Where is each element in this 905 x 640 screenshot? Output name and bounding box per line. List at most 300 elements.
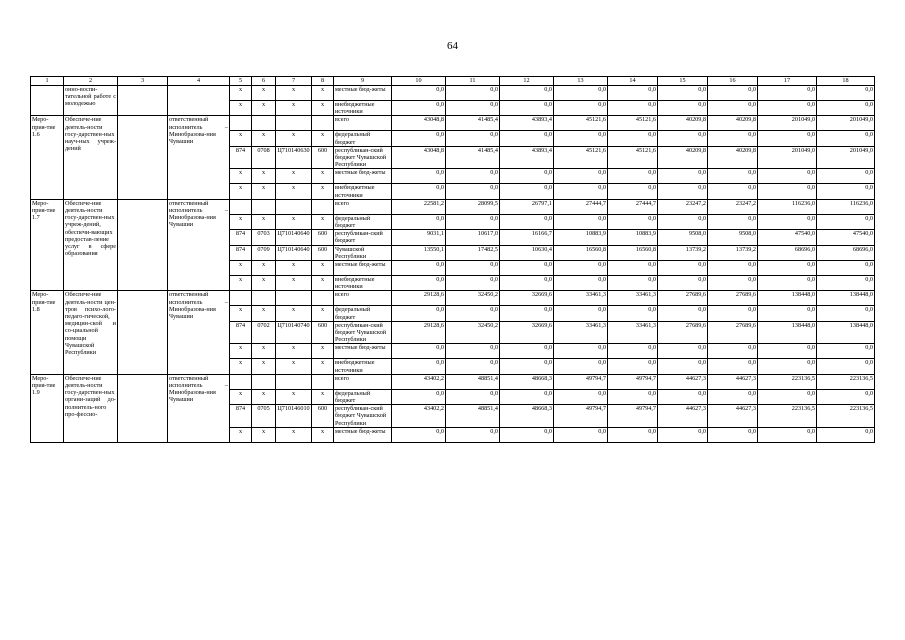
cell-amount: 116236,0 [817, 199, 875, 214]
cell-amount: 0,0 [500, 359, 554, 374]
cell-amount: 0,0 [392, 86, 446, 101]
cell-amount: 0,0 [608, 306, 658, 321]
cell-amount: 45121,6 [554, 116, 608, 131]
cell-amount: 23247,2 [708, 199, 758, 214]
cell-amount: 0,0 [658, 214, 708, 229]
cell-expense-group: x [312, 184, 334, 199]
cell-target-article: x [276, 261, 312, 276]
cell-amount: 48668,3 [500, 405, 554, 428]
cell-amount: 45121,6 [554, 146, 608, 169]
cell-section: 0705 [252, 405, 276, 428]
cell-amount: 16166,7 [500, 230, 554, 245]
cell-amount: 0,0 [708, 101, 758, 116]
cell-amount: 13550,1 [392, 245, 446, 260]
cell-amount: 29128,6 [392, 321, 446, 344]
cell-grbs: x [230, 214, 252, 229]
cell-amount: 32669,6 [500, 321, 554, 344]
cell-grbs: x [230, 359, 252, 374]
cell-amount: 0,0 [817, 131, 875, 146]
cell-amount: 138448,0 [817, 321, 875, 344]
table-row [31, 199, 875, 214]
cell-section [252, 291, 276, 306]
cell-amount: 201049,0 [817, 116, 875, 131]
cell-amount: 33461,3 [608, 321, 658, 344]
cell-amount: 0,0 [658, 184, 708, 199]
column-header-9: 9 [334, 77, 392, 86]
cell-amount: 0,0 [658, 359, 708, 374]
table-row [31, 374, 875, 389]
cell-event-name: онно-воспи-тательной работе с молодежью [64, 86, 118, 116]
cell-event-name: Обеспече-ние деятель-ности госу-дарствен-ных учреж-дений, обеспечи-вающих предостав-ление услуг в сфере образования [64, 199, 118, 291]
cell-funding-source: федеральный бюджет [334, 306, 392, 321]
cell-target-article [276, 374, 312, 389]
cell-amount: 44627,3 [658, 405, 708, 428]
cell-amount: 10617,0 [446, 230, 500, 245]
cell-amount: 13739,2 [708, 245, 758, 260]
cell-funding-source: Чувашской Республики [334, 245, 392, 260]
table-row [31, 116, 875, 131]
cell-expense-group: x [312, 389, 334, 404]
cell-amount: 0,0 [708, 86, 758, 101]
cell-target-article: x [276, 169, 312, 184]
cell-amount: 0,0 [758, 344, 817, 359]
cell-amount: 0,0 [446, 389, 500, 404]
cell-target-article: x [276, 359, 312, 374]
cell-section: 0703 [252, 230, 276, 245]
cell-amount: 0,0 [554, 131, 608, 146]
cell-amount: 0,0 [446, 427, 500, 442]
cell-section: x [252, 389, 276, 404]
cell-amount: 44627,3 [658, 374, 708, 389]
cell-amount: 116236,0 [758, 199, 817, 214]
cell-amount: 68696,0 [817, 245, 875, 260]
cell-grbs: x [230, 261, 252, 276]
column-header-15: 15 [658, 77, 708, 86]
cell-amount: 0,0 [758, 101, 817, 116]
cell-amount: 0,0 [554, 214, 608, 229]
cell-amount: 0,0 [446, 131, 500, 146]
cell-amount: 0,0 [446, 344, 500, 359]
cell-target-article: Ц710146010 [276, 405, 312, 428]
cell-grbs: 874 [230, 321, 252, 344]
cell-column-3 [118, 374, 168, 442]
cell-expense-group [312, 291, 334, 306]
cell-amount: 27444,7 [608, 199, 658, 214]
cell-section: x [252, 214, 276, 229]
cell-grbs: x [230, 306, 252, 321]
cell-amount: 0,0 [500, 86, 554, 101]
cell-amount: 0,0 [817, 276, 875, 291]
cell-funding-source: республикан-ский бюджет [334, 230, 392, 245]
page-number: 64 [447, 40, 458, 52]
cell-target-article: Ц710140740 [276, 321, 312, 344]
cell-amount: 0,0 [758, 306, 817, 321]
cell-amount: 0,0 [554, 389, 608, 404]
cell-amount: 0,0 [758, 131, 817, 146]
column-header-13: 13 [554, 77, 608, 86]
column-header-12: 12 [500, 77, 554, 86]
cell-amount: 48668,3 [500, 374, 554, 389]
cell-section: x [252, 427, 276, 442]
table-row [31, 86, 875, 101]
cell-amount: 0,0 [817, 101, 875, 116]
cell-amount: 48851,4 [446, 405, 500, 428]
cell-amount: 0,0 [817, 306, 875, 321]
cell-amount: 0,0 [392, 344, 446, 359]
cell-section: 0709 [252, 245, 276, 260]
cell-amount: 0,0 [500, 261, 554, 276]
cell-amount: 0,0 [658, 169, 708, 184]
cell-amount: 0,0 [758, 427, 817, 442]
cell-section: x [252, 306, 276, 321]
cell-funding-source: внебюджетные источники [334, 184, 392, 199]
cell-amount: 0,0 [658, 427, 708, 442]
cell-amount: 0,0 [446, 184, 500, 199]
cell-amount: 10630,4 [500, 245, 554, 260]
cell-amount: 0,0 [817, 86, 875, 101]
cell-amount: 0,0 [608, 184, 658, 199]
cell-amount: 45121,6 [608, 146, 658, 169]
cell-amount: 0,0 [817, 359, 875, 374]
cell-amount: 0,0 [392, 276, 446, 291]
cell-amount: 0,0 [817, 427, 875, 442]
cell-amount: 0,0 [708, 276, 758, 291]
cell-amount: 0,0 [817, 214, 875, 229]
cell-target-article: x [276, 276, 312, 291]
cell-target-article: x [276, 389, 312, 404]
cell-amount: 0,0 [554, 169, 608, 184]
cell-amount: 27689,6 [708, 321, 758, 344]
cell-expense-group: x [312, 86, 334, 101]
cell-amount: 16560,8 [554, 245, 608, 260]
cell-funding-source: республикан-ский бюджет Чувашской Республики [334, 321, 392, 344]
cell-amount: 44627,3 [708, 405, 758, 428]
cell-section: x [252, 261, 276, 276]
cell-event-label: Меро-прия-тие 1.9 [31, 374, 64, 442]
cell-amount: 0,0 [658, 101, 708, 116]
cell-funding-source: местные бюд-жеты [334, 169, 392, 184]
cell-amount: 0,0 [758, 86, 817, 101]
cell-event-label: Меро-прия-тие 1.7 [31, 199, 64, 291]
cell-target-article: x [276, 101, 312, 116]
cell-amount: 0,0 [554, 86, 608, 101]
cell-amount: 0,0 [446, 306, 500, 321]
cell-amount: 0,0 [500, 101, 554, 116]
cell-amount: 0,0 [392, 169, 446, 184]
cell-funding-source: всего [334, 374, 392, 389]
cell-target-article: Ц710140630 [276, 146, 312, 169]
cell-amount: 43402,2 [392, 405, 446, 428]
cell-amount: 138448,0 [817, 291, 875, 306]
cell-target-article [276, 116, 312, 131]
cell-amount: 0,0 [817, 344, 875, 359]
cell-amount: 0,0 [446, 169, 500, 184]
cell-amount: 138448,0 [758, 291, 817, 306]
cell-expense-group: x [312, 169, 334, 184]
cell-amount: 33461,3 [554, 291, 608, 306]
cell-grbs: x [230, 101, 252, 116]
cell-amount: 0,0 [658, 131, 708, 146]
cell-amount: 0,0 [608, 389, 658, 404]
cell-target-article: x [276, 214, 312, 229]
cell-amount: 0,0 [554, 101, 608, 116]
cell-amount: 48851,4 [446, 374, 500, 389]
column-header-8: 8 [312, 77, 334, 86]
cell-amount: 0,0 [446, 359, 500, 374]
cell-grbs: x [230, 344, 252, 359]
cell-amount: 0,0 [608, 276, 658, 291]
cell-amount: 0,0 [817, 389, 875, 404]
cell-amount: 0,0 [608, 101, 658, 116]
column-header-6: 6 [252, 77, 276, 86]
table-header [31, 77, 875, 86]
cell-amount: 0,0 [608, 86, 658, 101]
cell-amount: 0,0 [708, 427, 758, 442]
column-header-5: 5 [230, 77, 252, 86]
cell-amount: 10883,9 [608, 230, 658, 245]
cell-executor [168, 86, 230, 116]
cell-event-name: Обеспече-ние деятель-ности госу-дарствен-ных органи-заций до-полнитель-ного про-фессио- [64, 374, 118, 442]
cell-amount: 10883,9 [554, 230, 608, 245]
cell-amount: 17482,5 [446, 245, 500, 260]
cell-grbs [230, 199, 252, 214]
cell-amount: 0,0 [817, 169, 875, 184]
column-header-11: 11 [446, 77, 500, 86]
cell-amount: 0,0 [758, 184, 817, 199]
cell-expense-group: 600 [312, 230, 334, 245]
cell-grbs: 874 [230, 146, 252, 169]
cell-amount: 0,0 [758, 214, 817, 229]
cell-amount: 0,0 [554, 306, 608, 321]
cell-amount: 0,0 [392, 427, 446, 442]
cell-funding-source: федеральный бюджет [334, 389, 392, 404]
cell-grbs [230, 374, 252, 389]
cell-section: x [252, 184, 276, 199]
cell-amount: 223136,5 [817, 405, 875, 428]
cell-amount: 0,0 [708, 389, 758, 404]
cell-amount: 223136,5 [758, 374, 817, 389]
cell-amount: 0,0 [500, 131, 554, 146]
cell-amount: 33461,3 [608, 291, 658, 306]
cell-amount: 27444,7 [554, 199, 608, 214]
cell-funding-source: местные бюд-жеты [334, 86, 392, 101]
cell-funding-source: всего [334, 116, 392, 131]
cell-amount: 41485,4 [446, 146, 500, 169]
cell-funding-source: республикан-ский бюджет Чувашской Республики [334, 146, 392, 169]
cell-amount: 0,0 [817, 261, 875, 276]
cell-section: x [252, 101, 276, 116]
cell-amount: 0,0 [554, 344, 608, 359]
cell-section: x [252, 131, 276, 146]
cell-funding-source: местные бюд-жеты [334, 261, 392, 276]
column-header-17: 17 [758, 77, 817, 86]
column-header-3: 3 [118, 77, 168, 86]
cell-expense-group: 600 [312, 146, 334, 169]
cell-amount: 0,0 [392, 261, 446, 276]
cell-amount: 0,0 [608, 427, 658, 442]
cell-funding-source: внебюджетные источники [334, 276, 392, 291]
budget-table [30, 76, 875, 443]
cell-amount: 0,0 [608, 214, 658, 229]
cell-amount: 0,0 [392, 131, 446, 146]
cell-amount: 0,0 [608, 344, 658, 359]
cell-expense-group: x [312, 214, 334, 229]
cell-amount: 0,0 [758, 169, 817, 184]
cell-amount: 49794,7 [554, 374, 608, 389]
cell-amount: 0,0 [500, 427, 554, 442]
cell-amount: 0,0 [554, 261, 608, 276]
cell-amount: 68696,0 [758, 245, 817, 260]
cell-grbs: 874 [230, 230, 252, 245]
cell-amount: 0,0 [608, 169, 658, 184]
cell-amount: 0,0 [658, 276, 708, 291]
column-header-4: 4 [168, 77, 230, 86]
cell-amount: 223136,5 [817, 374, 875, 389]
cell-amount: 0,0 [708, 169, 758, 184]
cell-amount: 0,0 [708, 306, 758, 321]
cell-amount: 0,0 [392, 389, 446, 404]
cell-amount: 0,0 [817, 184, 875, 199]
cell-amount: 27689,6 [658, 321, 708, 344]
cell-amount: 41485,4 [446, 116, 500, 131]
cell-amount: 32450,2 [446, 291, 500, 306]
cell-expense-group: x [312, 306, 334, 321]
cell-funding-source: федеральный бюджет [334, 214, 392, 229]
cell-target-article: x [276, 344, 312, 359]
cell-amount: 32450,2 [446, 321, 500, 344]
cell-amount: 49794,7 [608, 374, 658, 389]
cell-amount: 0,0 [554, 276, 608, 291]
cell-target-article: x [276, 131, 312, 146]
cell-grbs: x [230, 389, 252, 404]
cell-grbs: x [230, 131, 252, 146]
cell-expense-group: x [312, 261, 334, 276]
cell-expense-group: 600 [312, 405, 334, 428]
cell-amount: 40209,8 [708, 116, 758, 131]
cell-amount: 0,0 [554, 427, 608, 442]
cell-amount: 23247,2 [658, 199, 708, 214]
cell-amount: 27689,6 [658, 291, 708, 306]
cell-amount: 0,0 [500, 214, 554, 229]
cell-amount: 0,0 [392, 214, 446, 229]
cell-section [252, 374, 276, 389]
cell-event-label [31, 86, 64, 116]
cell-event-label: Меро-прия-тие 1.6 [31, 116, 64, 199]
cell-amount: 43893,4 [500, 146, 554, 169]
cell-amount: 0,0 [608, 261, 658, 276]
cell-amount: 201049,0 [758, 116, 817, 131]
cell-section: x [252, 86, 276, 101]
cell-target-article: x [276, 184, 312, 199]
cell-amount: 40209,8 [658, 146, 708, 169]
cell-amount: 0,0 [446, 214, 500, 229]
cell-expense-group [312, 116, 334, 131]
cell-amount: 0,0 [708, 344, 758, 359]
cell-target-article [276, 199, 312, 214]
cell-section: 0702 [252, 321, 276, 344]
cell-column-3 [118, 116, 168, 199]
cell-amount: 43893,4 [500, 116, 554, 131]
cell-grbs: 874 [230, 405, 252, 428]
cell-amount: 0,0 [708, 214, 758, 229]
cell-section: x [252, 276, 276, 291]
cell-target-article: x [276, 306, 312, 321]
cell-expense-group [312, 374, 334, 389]
cell-amount: 0,0 [392, 359, 446, 374]
cell-amount: 0,0 [500, 184, 554, 199]
table-row [31, 291, 875, 306]
cell-executor: ответственный исполнитель – Минобразова-ния Чувашии [168, 199, 230, 291]
cell-target-article: x [276, 86, 312, 101]
cell-amount: 0,0 [658, 306, 708, 321]
cell-event-label: Меро-прия-тие 1.8 [31, 291, 64, 374]
cell-amount: 0,0 [500, 169, 554, 184]
cell-amount: 13739,2 [658, 245, 708, 260]
cell-funding-source: федеральный бюджет [334, 131, 392, 146]
column-header-16: 16 [708, 77, 758, 86]
cell-executor: ответственный исполнитель – Минобразова-ния Чувашии [168, 116, 230, 199]
cell-amount: 0,0 [608, 359, 658, 374]
cell-amount: 16560,8 [608, 245, 658, 260]
cell-event-name: Обеспече-ние деятель-ности цен-тров психо-лого-педаго-гической, медицин-ской и со-циальной помощи Чувашской Республики [64, 291, 118, 374]
cell-grbs: x [230, 427, 252, 442]
cell-funding-source: всего [334, 199, 392, 214]
cell-amount: 0,0 [554, 184, 608, 199]
cell-amount: 0,0 [500, 344, 554, 359]
cell-amount: 0,0 [392, 184, 446, 199]
cell-amount: 0,0 [446, 276, 500, 291]
cell-amount: 0,0 [500, 276, 554, 291]
cell-amount: 0,0 [500, 306, 554, 321]
cell-amount: 28099,5 [446, 199, 500, 214]
cell-amount: 27689,6 [708, 291, 758, 306]
cell-target-article [276, 291, 312, 306]
cell-amount: 0,0 [758, 389, 817, 404]
cell-amount: 47540,0 [817, 230, 875, 245]
cell-section [252, 199, 276, 214]
cell-amount: 0,0 [446, 261, 500, 276]
cell-amount: 201049,0 [817, 146, 875, 169]
cell-column-3 [118, 86, 168, 116]
cell-expense-group: x [312, 131, 334, 146]
cell-amount: 0,0 [446, 86, 500, 101]
cell-expense-group: x [312, 359, 334, 374]
cell-grbs: x [230, 276, 252, 291]
cell-column-3 [118, 291, 168, 374]
cell-expense-group: 600 [312, 321, 334, 344]
cell-amount: 0,0 [446, 101, 500, 116]
column-header-7: 7 [276, 77, 312, 86]
cell-expense-group: x [312, 344, 334, 359]
cell-funding-source: внебюджетные источники [334, 101, 392, 116]
cell-expense-group: x [312, 276, 334, 291]
cell-amount: 26797,1 [500, 199, 554, 214]
cell-expense-group: 600 [312, 245, 334, 260]
cell-expense-group: x [312, 101, 334, 116]
cell-amount: 0,0 [658, 389, 708, 404]
cell-amount: 49794,7 [554, 405, 608, 428]
cell-amount: 0,0 [758, 261, 817, 276]
cell-amount: 0,0 [708, 359, 758, 374]
cell-column-3 [118, 199, 168, 291]
cell-event-name: Обеспече-ние деятель-ности госу-дарствен-ных науч-ных учреж-дений [64, 116, 118, 199]
column-header-1: 1 [31, 77, 64, 86]
cell-section: x [252, 169, 276, 184]
cell-amount: 0,0 [708, 131, 758, 146]
cell-amount: 0,0 [658, 261, 708, 276]
cell-amount: 0,0 [554, 359, 608, 374]
cell-amount: 9508,0 [658, 230, 708, 245]
